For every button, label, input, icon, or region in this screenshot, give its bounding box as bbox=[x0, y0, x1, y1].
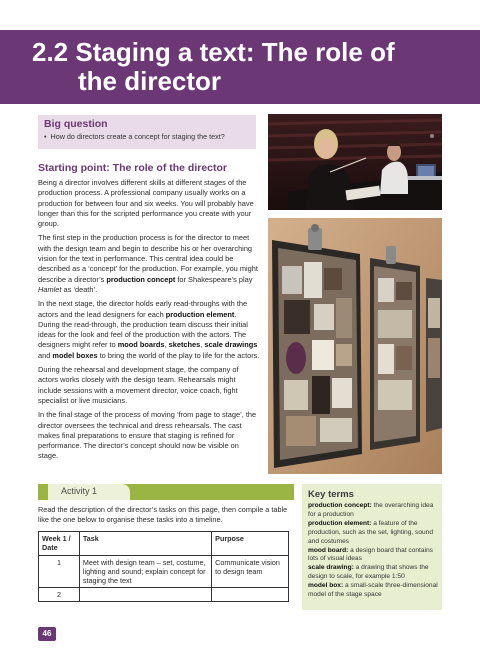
key-term-definition: a small-scale three-dimensional model of the stage space bbox=[308, 582, 438, 599]
key-term-item bbox=[308, 564, 440, 582]
key-term-definition: a drawing that shows the design to scale, for example 1:50 bbox=[308, 564, 429, 581]
paragraph-2-text-c: for Shakespeare’s play bbox=[175, 274, 253, 284]
paragraph-1: Being a director involves different skills at different stages of the production process. A professional company usually works on a production for between four and six weeks. You will probably have longer than this for the scripted performance you create with your group. bbox=[38, 178, 254, 229]
activity-instructions: Read the description of the director’s tasks on this page, then compile a table like the one below to organise these tasks into a timeline. bbox=[38, 505, 288, 524]
paragraph-2-text-a: The first step in the production process is for the director to meet with the design team and begin to describe his or her overarching vision for the text in performance. This central idea could be described as a ‘concept’ for the production. For example, you might describe a director’s bbox=[38, 233, 258, 284]
starting-point-body bbox=[38, 178, 260, 466]
activity-label: Activity 1 bbox=[61, 486, 98, 496]
term-mood-boards: mood boards bbox=[117, 340, 165, 350]
director-rehearsal-illustration bbox=[268, 114, 442, 210]
activity-band bbox=[38, 484, 294, 500]
table-row bbox=[39, 588, 289, 602]
paragraph-3 bbox=[38, 299, 260, 361]
table-cell: 2 bbox=[39, 588, 80, 602]
table-row bbox=[39, 556, 289, 588]
page-title-line2: the director bbox=[78, 66, 222, 96]
play-title-hamlet: Hamlet bbox=[38, 284, 62, 294]
task-table bbox=[38, 531, 289, 602]
key-term-definition: a feature of the production, such as the set, lighting, sound and costumes bbox=[308, 519, 433, 545]
big-question-text: How do directors create a concept for staging the text? bbox=[50, 132, 225, 141]
paragraph-5: In the final stage of the process of moving ‘from page to stage’, the director oversees the technical and dress rehearsals. The cast makes final preparations to ensure that staging is refined for performance. The director’s concept should now be visible on stage. bbox=[38, 410, 257, 461]
mood-boards-photo bbox=[268, 218, 442, 474]
paragraph-3-text-i: and bbox=[38, 350, 53, 360]
table-cell: Communicate vision to design team bbox=[212, 556, 289, 588]
paragraph-3-text-e: , bbox=[164, 340, 169, 350]
paragraph-2-text-e: as ‘death’. bbox=[61, 284, 98, 294]
paragraph-3-text-a: In the next stage, the director holds early read-throughs with the actors and the lead designers for each bbox=[38, 299, 248, 319]
term-production-element: production element bbox=[165, 309, 235, 319]
key-term-item bbox=[308, 582, 440, 600]
paragraph-3-text-g: , bbox=[200, 340, 205, 350]
bullet-icon: • bbox=[44, 132, 47, 141]
key-term: model box: bbox=[308, 582, 344, 590]
table-header-task: Task bbox=[79, 532, 211, 556]
key-term-item bbox=[308, 520, 440, 547]
term-sketches: sketches bbox=[168, 340, 201, 350]
table-cell: Meet with design team – set, costume, lighting and sound; explain concept for staging the text bbox=[79, 556, 211, 588]
table-cell bbox=[79, 588, 211, 602]
title-band bbox=[0, 30, 480, 104]
big-question-box bbox=[38, 115, 256, 149]
paragraph-3-text-k: to bring the world of the play to life for the actors. bbox=[97, 350, 260, 360]
table-header-week: Week 1 / Date bbox=[39, 532, 80, 556]
big-question-label: Big question bbox=[44, 118, 108, 130]
page-title bbox=[32, 38, 462, 96]
key-term-definition: the overarching idea for a production bbox=[308, 502, 434, 518]
term-model-boxes: model boxes bbox=[52, 350, 98, 360]
table-cell bbox=[212, 588, 289, 602]
paragraph-4: During the rehearsal and development stage, the company of actors works closely with the design team. Rehearsals might include sessions with a movement director, voice coach, fight specialist or live musicians. bbox=[38, 365, 239, 405]
key-terms-title: Key terms bbox=[308, 489, 354, 500]
key-term: mood board: bbox=[308, 546, 349, 554]
starting-point-heading: Starting point: The role of the director bbox=[38, 162, 227, 174]
key-term: production element: bbox=[308, 519, 372, 527]
table-cell: 1 bbox=[39, 556, 80, 588]
key-term: production concept: bbox=[308, 502, 372, 509]
key-term-definition: a design board that contains lots of visual ideas bbox=[308, 546, 433, 563]
paragraph-3-text-c: . During the read-through, the production team discuss their initial ideas for the look and feel of the production with the actors. The designers might refer to bbox=[38, 309, 248, 350]
big-question-item bbox=[44, 132, 225, 141]
activity-tab bbox=[48, 484, 130, 500]
mood-boards-illustration bbox=[268, 218, 442, 474]
key-terms-list bbox=[308, 502, 440, 600]
key-term: scale drawing: bbox=[308, 564, 354, 572]
term-scale-drawings: scale drawings bbox=[204, 340, 258, 350]
term-production-concept: production concept bbox=[106, 274, 176, 284]
key-term-item bbox=[308, 547, 440, 565]
director-rehearsal-photo bbox=[268, 114, 442, 210]
key-terms-box bbox=[302, 484, 442, 610]
table-header-row bbox=[39, 532, 289, 556]
table-header-purpose: Purpose bbox=[212, 532, 289, 556]
page-title-line1: 2.2 Staging a text: The role of bbox=[32, 37, 395, 67]
page-number: 46 bbox=[38, 627, 56, 641]
key-term-item bbox=[308, 502, 440, 520]
paragraph-2 bbox=[38, 233, 260, 295]
